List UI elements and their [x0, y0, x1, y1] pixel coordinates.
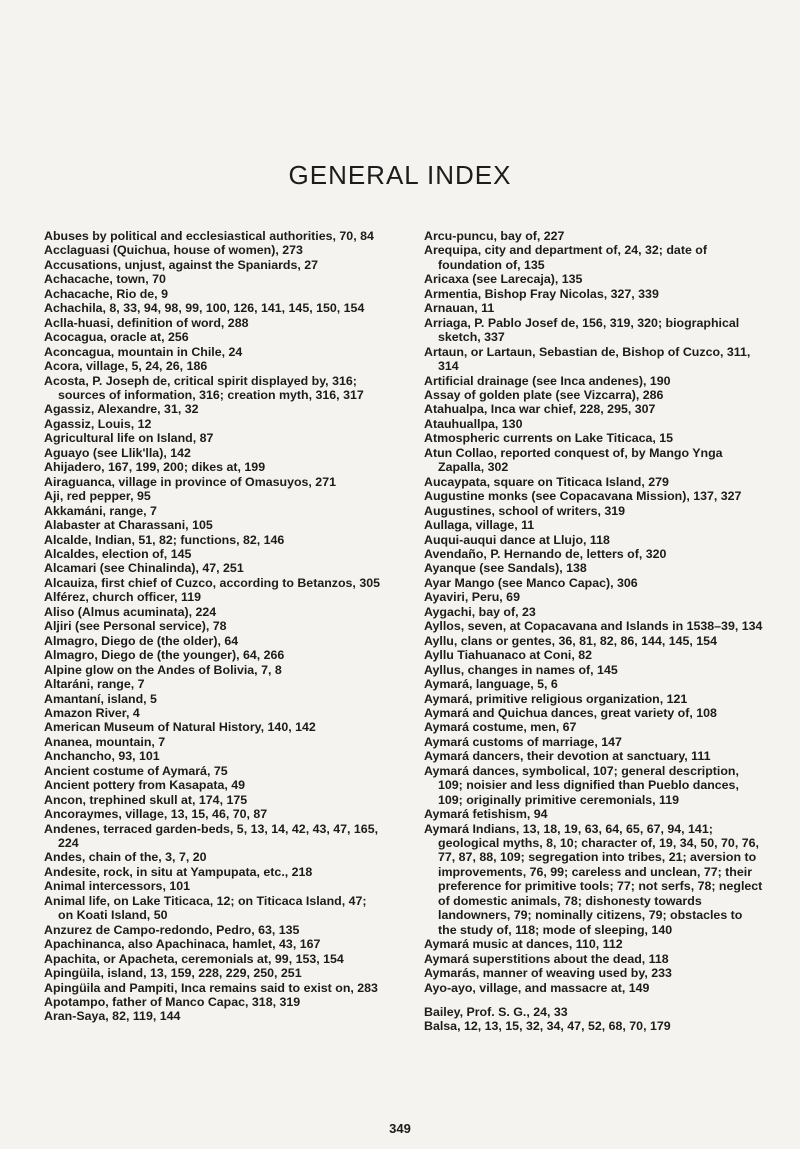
index-entry: Ayllu, clans or gentes, 36, 81, 82, 86, 144, 145, 154 [424, 633, 717, 648]
index-entry: Artaun, or Lartaun, Sebastian de, Bishop of Cuzco, 311, 314 [424, 344, 751, 374]
index-entry: Agricultural life on Island, 87 [44, 431, 214, 446]
index-entry: Aconcagua, mountain in Chile, 24 [44, 344, 243, 359]
page-number: 349 [389, 1121, 411, 1136]
index-entry: Ayllus, changes in names of, 145 [424, 662, 618, 677]
index-entry: Atmospheric currents on Lake Titicaca, 15 [424, 431, 674, 446]
index-entry: Altaráni, range, 7 [44, 677, 145, 692]
index-entry: Ayanque (see Sandals), 138 [424, 561, 587, 576]
index-entry: Aymará and Quichua dances, great variety of, 108 [424, 705, 717, 720]
index-entry: Alpine glow on the Andes of Bolivia, 7, 8 [44, 662, 282, 677]
index-entry: Ayaviri, Peru, 69 [424, 590, 520, 605]
index-entry: Apachinanca, also Apachinaca, hamlet, 43, 167 [44, 937, 321, 952]
index-entry: Arequipa, city and department of, 24, 32; date of foundation of, 135 [424, 243, 707, 272]
index-group-a [424, 229, 764, 995]
index-entry: Alcauiza, first chief of Cuzco, according to Betanzos, 305 [44, 575, 380, 590]
index-entry: Ancoraymes, village, 13, 15, 46, 70, 87 [44, 807, 268, 822]
index-entry: Aji, red pepper, 95 [44, 489, 151, 504]
index-entry: Apachita, or Apacheta, ceremonials at, 99, 153, 154 [44, 951, 344, 966]
index-entry: Aymará fetishism, 94 [424, 807, 548, 822]
index-entry: Acora, village, 5, 24, 26, 186 [44, 359, 208, 374]
index-entry: Ayllos, seven, at Copacavana and Islands in 1538–39, 134 [424, 619, 763, 634]
index-entry: Aliso (Almus acuminata), 224 [44, 604, 217, 619]
index-column-right [424, 229, 764, 1034]
index-entry: Ancon, trephined skull at, 174, 175 [44, 792, 248, 807]
index-entry: Aymará customs of marriage, 147 [424, 734, 622, 749]
index-column-left [44, 229, 384, 1024]
index-entry: Aymará Indians, 13, 18, 19, 63, 64, 65, 67, 94, 141; geological myths, 8, 10; character of, 19, 34, 50, 70, 76, 77, 87, 88, 109; segregation into tribes, 21; aversion to improvements, 76, 99; careless and unclean, 77; their preference for primitive tools; 77; not serfs, 78; neglect of domestic animals, 78; dishonesty towards landowners, 79; nominally citizens, 79; obstacles to the study of, 118; mode of sleeping, 140 [424, 821, 763, 937]
index-entry: Apotampo, father of Manco Capac, 318, 319 [44, 995, 301, 1010]
index-entry: Alcaldes, election of, 145 [44, 546, 192, 561]
index-entry: Aymará, primitive religious organization, 121 [424, 691, 688, 706]
index-entry: Amazon River, 4 [44, 705, 140, 720]
index-entry: Aymarás, manner of weaving used by, 233 [424, 966, 672, 981]
index-entry: Apingüila, island, 13, 159, 228, 229, 250, 251 [44, 966, 302, 981]
index-entry: Aygachi, bay of, 23 [424, 604, 536, 619]
index-entry: Artificial drainage (see Inca andenes), 190 [424, 373, 671, 388]
index-entry: Arcu-puncu, bay of, 227 [424, 229, 565, 243]
index-entry: Animal intercessors, 101 [44, 879, 191, 894]
index-entry: Atahualpa, Inca war chief, 228, 295, 307 [424, 402, 656, 417]
index-entry: Anchancho, 93, 101 [44, 749, 160, 764]
index-entry: Achacache, Rio de, 9 [44, 286, 168, 301]
index-entry: Alcamari (see Chinalinda), 47, 251 [44, 561, 244, 576]
index-entry: Apingüila and Pampiti, Inca remains said to exist on, 283 [44, 980, 378, 995]
index-entry: Ancient costume of Aymará, 75 [44, 763, 228, 778]
index-entry: Anzurez de Campo-redondo, Pedro, 63, 135 [44, 922, 300, 937]
index-entry: Acosta, P. Joseph de, critical spirit displayed by, 316; sources of information, 316; creation myth, 316, 317 [44, 373, 364, 402]
index-entry: Alférez, church officer, 119 [44, 590, 202, 605]
index-entry: Arnauan, 11 [424, 301, 495, 316]
index-entry: Aullaga, village, 11 [424, 518, 535, 533]
index-entry: American Museum of Natural History, 140, 142 [44, 720, 316, 735]
index-entry: Aymará music at dances, 110, 112 [424, 937, 623, 952]
letter-group-gap [424, 995, 764, 1005]
index-entry: Augustines, school of writers, 319 [424, 503, 626, 518]
index-entry: Auqui-auqui dance at Llujo, 118 [424, 532, 610, 547]
index-entry: Akkamáni, range, 7 [44, 503, 157, 518]
index-entry: Aricaxa (see Larecaja), 135 [424, 272, 583, 287]
index-entry: Animal life, on Lake Titicaca, 12; on Titicaca Island, 47; on Koati Island, 50 [44, 893, 367, 923]
index-entry: Aymará, language, 5, 6 [424, 677, 558, 692]
index-entry: Abuses by political and ecclesiastical authorities, 70, 84 [44, 229, 374, 243]
index-group-b [424, 1005, 764, 1034]
index-entry: Andenes, terraced garden-beds, 5, 13, 14, 42, 43, 47, 165, 224 [44, 821, 379, 851]
index-entry: Alcalde, Indian, 51, 82; functions, 82, 146 [44, 532, 285, 547]
index-entry: Acocagua, oracle at, 256 [44, 330, 189, 345]
index-entry: Agassiz, Alexandre, 31, 32 [44, 402, 199, 417]
index-entry: Aymará dances, symbolical, 107; general description, 109; noisier and less dignified than Pueblo dances, 109; originally primitive ceremonials, 119 [424, 763, 739, 807]
index-entry: Ancient pottery from Kasapata, 49 [44, 778, 246, 793]
index-entry: Assay of golden plate (see Vizcarra), 286 [424, 387, 664, 402]
index-entry: Aucaypata, square on Titicaca Island, 279 [424, 474, 669, 489]
index-entry: Almagro, Diego de (the older), 64 [44, 633, 239, 648]
index-entry: Achacache, town, 70 [44, 272, 166, 287]
index-entry: Atun Collao, reported conquest of, by Mango Ynga Zapalla, 302 [424, 445, 723, 475]
index-entry: Almagro, Diego de (the younger), 64, 266 [44, 648, 285, 663]
index-entry: Aymará dancers, their devotion at sanctuary, 111 [424, 749, 711, 764]
index-entry: Agassiz, Louis, 12 [44, 416, 152, 431]
page-title: GENERAL INDEX [288, 160, 512, 191]
index-entry: Andes, chain of the, 3, 7, 20 [44, 850, 207, 865]
index-entry: Andesite, rock, in situ at Yampupata, etc., 218 [44, 864, 313, 879]
index-entry: Alabaster at Charassani, 105 [44, 518, 213, 533]
index-entry: Acclaguasi (Quichua, house of women), 273 [44, 243, 303, 258]
index-entry: Aran-Saya, 82, 119, 144 [44, 1009, 181, 1024]
index-entry: Ayo-ayo, village, and massacre at, 149 [424, 980, 650, 995]
index-entry: Avendaño, P. Hernando de, letters of, 320 [424, 546, 667, 561]
index-entry: Accusations, unjust, against the Spaniards, 27 [44, 257, 319, 272]
index-entry: Armentia, Bishop Fray Nicolas, 327, 339 [424, 286, 659, 301]
index-entry: Aljiri (see Personal service), 78 [44, 619, 227, 634]
index-entry: Ahijadero, 167, 199, 200; dikes at, 199 [44, 460, 266, 475]
index-entry: Amantaní, island, 5 [44, 691, 157, 706]
index-entry: Achachila, 8, 33, 94, 98, 99, 100, 126, 141, 145, 150, 154 [44, 301, 365, 316]
index-entry: Arriaga, P. Pablo Josef de, 156, 319, 320; biographical sketch, 337 [424, 315, 740, 345]
index-entry: Aclla-huasi, definition of word, 288 [44, 315, 249, 330]
index-entry: Aymará superstitions about the dead, 118 [424, 951, 669, 966]
index-entry: Aymará costume, men, 67 [424, 720, 577, 735]
index-entry: Bailey, Prof. S. G., 24, 33 [424, 1005, 568, 1020]
index-entry: Ayar Mango (see Manco Capac), 306 [424, 575, 638, 590]
index-entry: Ayllu Tiahuanaco at Coni, 82 [424, 648, 592, 663]
index-entry: Atauhuallpa, 130 [424, 416, 523, 431]
index-entry: Ananea, mountain, 7 [44, 734, 166, 749]
index-entry: Balsa, 12, 13, 15, 32, 34, 47, 52, 68, 70, 179 [424, 1019, 671, 1034]
index-entry: Aguayo (see Llik'lla), 142 [44, 445, 191, 460]
index-entry: Airaguanca, village in province of Omasuyos, 271 [44, 474, 336, 489]
index-entry: Augustine monks (see Copacavana Mission), 137, 327 [424, 489, 742, 504]
